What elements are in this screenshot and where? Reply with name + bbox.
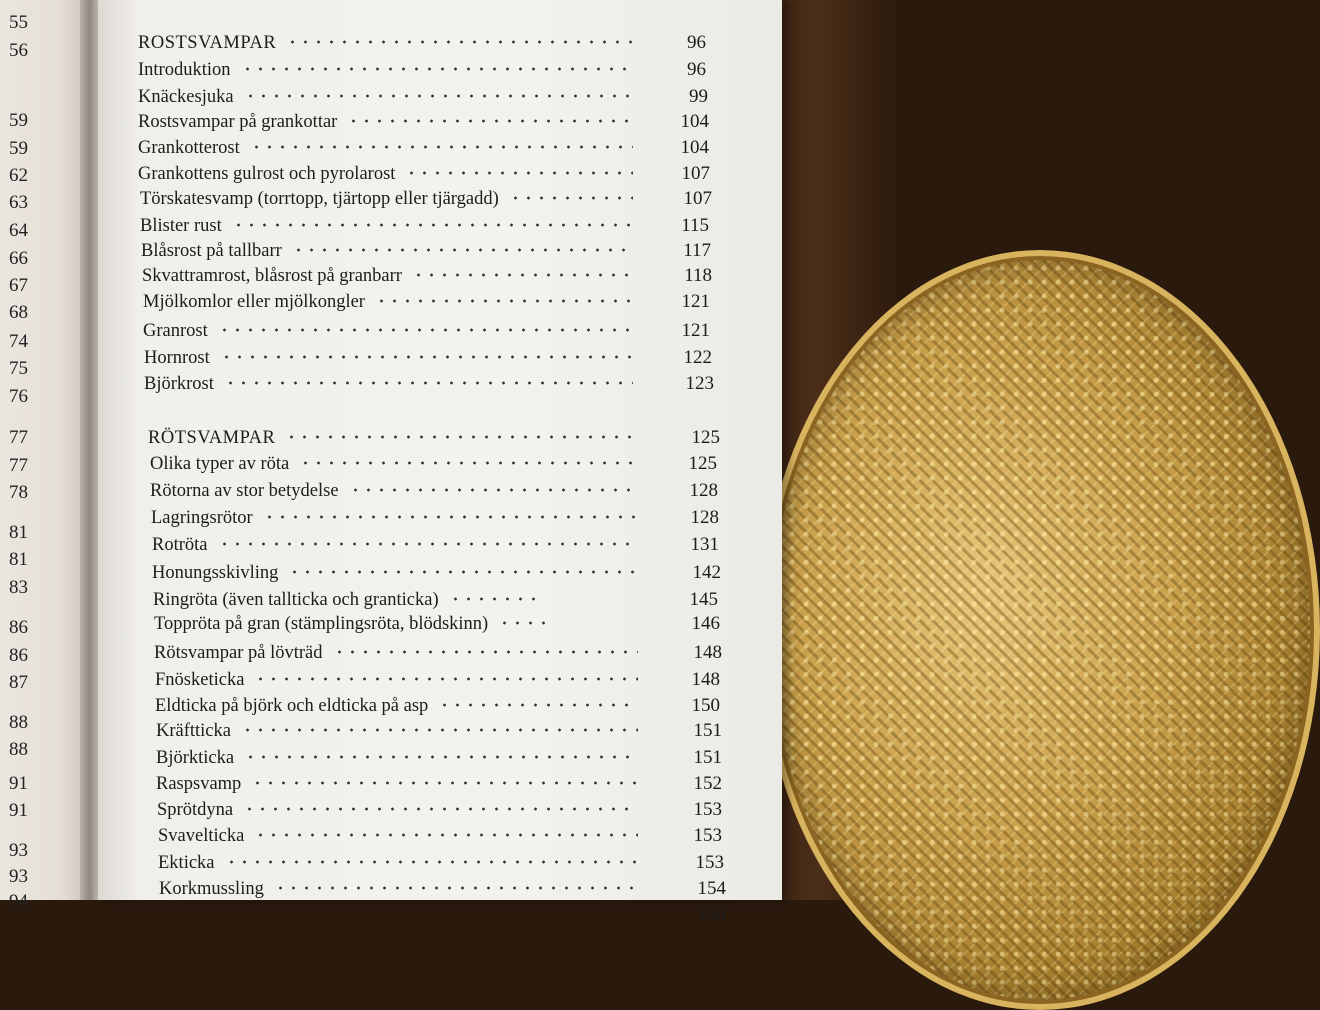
previous-page-number: 94 bbox=[9, 891, 28, 912]
toc-page-number: 123 bbox=[685, 373, 714, 394]
toc-page-number: 104 bbox=[680, 137, 709, 158]
previous-page-number: 68 bbox=[9, 302, 28, 323]
table-of-contents-page bbox=[98, 0, 782, 925]
previous-page-number: 67 bbox=[9, 275, 28, 296]
toc-page-number: 118 bbox=[684, 265, 712, 286]
previous-page-number: 77 bbox=[9, 427, 28, 448]
toc-entry-title: Granrost bbox=[143, 321, 208, 341]
previous-page-number: 86 bbox=[9, 617, 28, 638]
previous-page-number: 59 bbox=[9, 110, 28, 131]
toc-entry-title: Rotröta bbox=[152, 535, 208, 555]
toc-entry-title: Blister rust bbox=[140, 216, 222, 236]
toc-entry-title: RÖTSVAMPAR bbox=[148, 428, 276, 448]
toc-dot-leader bbox=[288, 567, 638, 577]
toc-dot-leader bbox=[375, 296, 633, 306]
toc-dot-leader bbox=[438, 700, 638, 710]
previous-page bbox=[0, 0, 86, 900]
toc-page-number: 107 bbox=[681, 163, 710, 184]
toc-page-number: 128 bbox=[690, 507, 719, 528]
toc-entry-title: Rostsvampar på grankottar bbox=[138, 112, 338, 132]
toc-entry-title: Skvattramrost, blåsrost på granbarr bbox=[142, 266, 402, 286]
toc-dot-leader bbox=[218, 325, 633, 335]
toc-page-number: 142 bbox=[692, 562, 721, 583]
toc-dot-leader bbox=[509, 193, 633, 203]
toc-dot-leader bbox=[349, 485, 638, 495]
toc-dot-leader bbox=[251, 778, 638, 788]
toc-entry-title: Kräftticka bbox=[156, 721, 231, 741]
golden-tray bbox=[760, 250, 1320, 1010]
toc-page-number: 145 bbox=[689, 589, 718, 610]
previous-page-number: 74 bbox=[9, 331, 28, 352]
toc-dot-leader bbox=[292, 245, 633, 255]
previous-page-number: 59 bbox=[9, 138, 28, 159]
toc-entry-title: Svavelticka bbox=[158, 826, 245, 846]
toc-entry-title: Introduktion bbox=[138, 60, 231, 80]
previous-page-number: 93 bbox=[9, 840, 28, 861]
toc-page-number: 96 bbox=[687, 32, 706, 53]
toc-entry-title: Ringröta (även tallticka och granticka) bbox=[153, 590, 439, 610]
toc-dot-leader bbox=[250, 142, 633, 152]
previous-page-number: 86 bbox=[9, 645, 28, 666]
toc-entry-title: Knäckesjuka bbox=[138, 87, 234, 107]
toc-entry-title: Rötorna av stor betydelse bbox=[150, 481, 339, 501]
toc-entry-title: Törskatesvamp (torrtopp, tjärtopp eller tjärgadd) bbox=[140, 189, 499, 209]
toc-page-number: 121 bbox=[681, 320, 710, 341]
toc-entry-title: Toppröta på gran (stämplingsröta, blödskinn) bbox=[154, 614, 489, 634]
toc-dot-leader bbox=[232, 220, 633, 230]
toc-dot-leader bbox=[244, 752, 638, 762]
previous-page-number: 76 bbox=[9, 386, 28, 407]
toc-entry-title: Eldticka på björk och eldticka på asp bbox=[155, 696, 429, 716]
toc-dot-leader bbox=[224, 378, 633, 388]
toc-dot-leader bbox=[286, 37, 633, 47]
previous-page-number: 93 bbox=[9, 866, 28, 887]
toc-dot-leader bbox=[449, 594, 538, 604]
toc-page-number: 125 bbox=[688, 453, 717, 474]
previous-page-number: 88 bbox=[9, 712, 28, 733]
toc-page-number: 148 bbox=[691, 669, 720, 690]
toc-dot-leader bbox=[220, 352, 633, 362]
toc-dot-leader bbox=[241, 64, 634, 74]
toc-dot-leader bbox=[405, 168, 633, 178]
toc-page-number: 128 bbox=[689, 480, 718, 501]
toc-entry-title: Blåsrost på tallbarr bbox=[141, 241, 282, 261]
toc-entry-title: Grankottens gulrost och pyrolarost bbox=[138, 164, 396, 184]
previous-page-number: 55 bbox=[9, 12, 28, 33]
toc-page-number: 122 bbox=[683, 347, 712, 368]
toc-dot-leader bbox=[347, 116, 633, 126]
previous-page-number: 77 bbox=[9, 455, 28, 476]
toc-page-number: 152 bbox=[693, 773, 722, 794]
toc-dot-leader bbox=[285, 432, 638, 442]
previous-page-number: 64 bbox=[9, 220, 28, 241]
toc-entry-title: Sprötdyna bbox=[157, 800, 234, 820]
toc-entry-title: Olika typer av röta bbox=[150, 454, 290, 474]
toc-entry-title: Raspsvamp bbox=[156, 774, 242, 794]
previous-page-number: 56 bbox=[9, 40, 28, 61]
toc-dot-leader bbox=[218, 539, 639, 549]
toc-page-number: 115 bbox=[681, 215, 709, 236]
toc-page-number: 146 bbox=[691, 613, 720, 634]
toc-entry-title: Fnösketicka bbox=[155, 670, 245, 690]
toc-entry-title: Ekticka bbox=[158, 853, 215, 873]
toc-page-number: 153 bbox=[695, 852, 724, 873]
toc-entry-title: Grankotterost bbox=[138, 138, 240, 158]
toc-page-number: 125 bbox=[691, 427, 720, 448]
toc-page-number: 117 bbox=[683, 240, 711, 261]
previous-page-number: 78 bbox=[9, 482, 28, 503]
previous-page-number: 63 bbox=[9, 192, 28, 213]
toc-entry-title: Rötsvampar på lövträd bbox=[154, 643, 323, 663]
toc-page-number: 154 bbox=[697, 878, 726, 899]
toc-page-number: 99 bbox=[689, 86, 708, 107]
toc-dot-leader bbox=[254, 674, 638, 684]
toc-page-number: 121 bbox=[681, 291, 710, 312]
toc-dot-leader bbox=[412, 270, 633, 280]
toc-page-number: 150 bbox=[691, 695, 720, 716]
toc-dot-leader bbox=[225, 857, 638, 867]
previous-page-number: 88 bbox=[9, 739, 28, 760]
toc-dot-leader bbox=[498, 618, 548, 628]
toc-page-number: 153 bbox=[693, 825, 722, 846]
toc-entry-title: Korkmussling bbox=[159, 879, 264, 899]
toc-dot-leader bbox=[244, 91, 633, 101]
toc-dot-leader bbox=[299, 458, 638, 468]
previous-page-number: 75 bbox=[9, 358, 28, 379]
toc-page-number: 104 bbox=[680, 111, 709, 132]
toc-page-number: 107 bbox=[683, 188, 712, 209]
toc-dot-leader bbox=[241, 725, 638, 735]
previous-page-number: 87 bbox=[9, 672, 28, 693]
toc-entry-title: Mjölkomlor eller mjölkongler bbox=[143, 292, 365, 312]
toc-page-number: 151 bbox=[693, 747, 722, 768]
toc-entry-title: Hornrost bbox=[144, 348, 210, 368]
toc-page-number: 153 bbox=[693, 799, 722, 820]
toc-dot-leader bbox=[243, 804, 638, 814]
previous-page-number: 66 bbox=[9, 248, 28, 269]
toc-dot-leader bbox=[274, 883, 638, 893]
toc-entry-title: ROSTSVAMPAR bbox=[138, 33, 277, 53]
toc-entry-title: Lagringsrötor bbox=[151, 508, 253, 528]
toc-page-number: 131 bbox=[690, 534, 719, 555]
previous-page-number: 91 bbox=[9, 773, 28, 794]
toc-page-number: 151 bbox=[693, 720, 722, 741]
toc-page-number: 154 bbox=[697, 904, 726, 925]
previous-page-number: 81 bbox=[9, 522, 28, 543]
toc-page-number: 96 bbox=[687, 59, 706, 80]
toc-page-number: 148 bbox=[693, 642, 722, 663]
previous-page-number: 91 bbox=[9, 800, 28, 821]
previous-page-number: 62 bbox=[9, 165, 28, 186]
toc-entry-title: Björkrost bbox=[144, 374, 214, 394]
toc-entry-title: Honungsskivling bbox=[152, 563, 279, 583]
toc-entry-title: Björkticka bbox=[156, 748, 235, 768]
previous-page-number: 81 bbox=[9, 549, 28, 570]
toc-dot-leader bbox=[254, 830, 638, 840]
toc-dot-leader bbox=[333, 647, 638, 657]
previous-page-number: 83 bbox=[9, 577, 28, 598]
toc-dot-leader bbox=[263, 512, 638, 522]
